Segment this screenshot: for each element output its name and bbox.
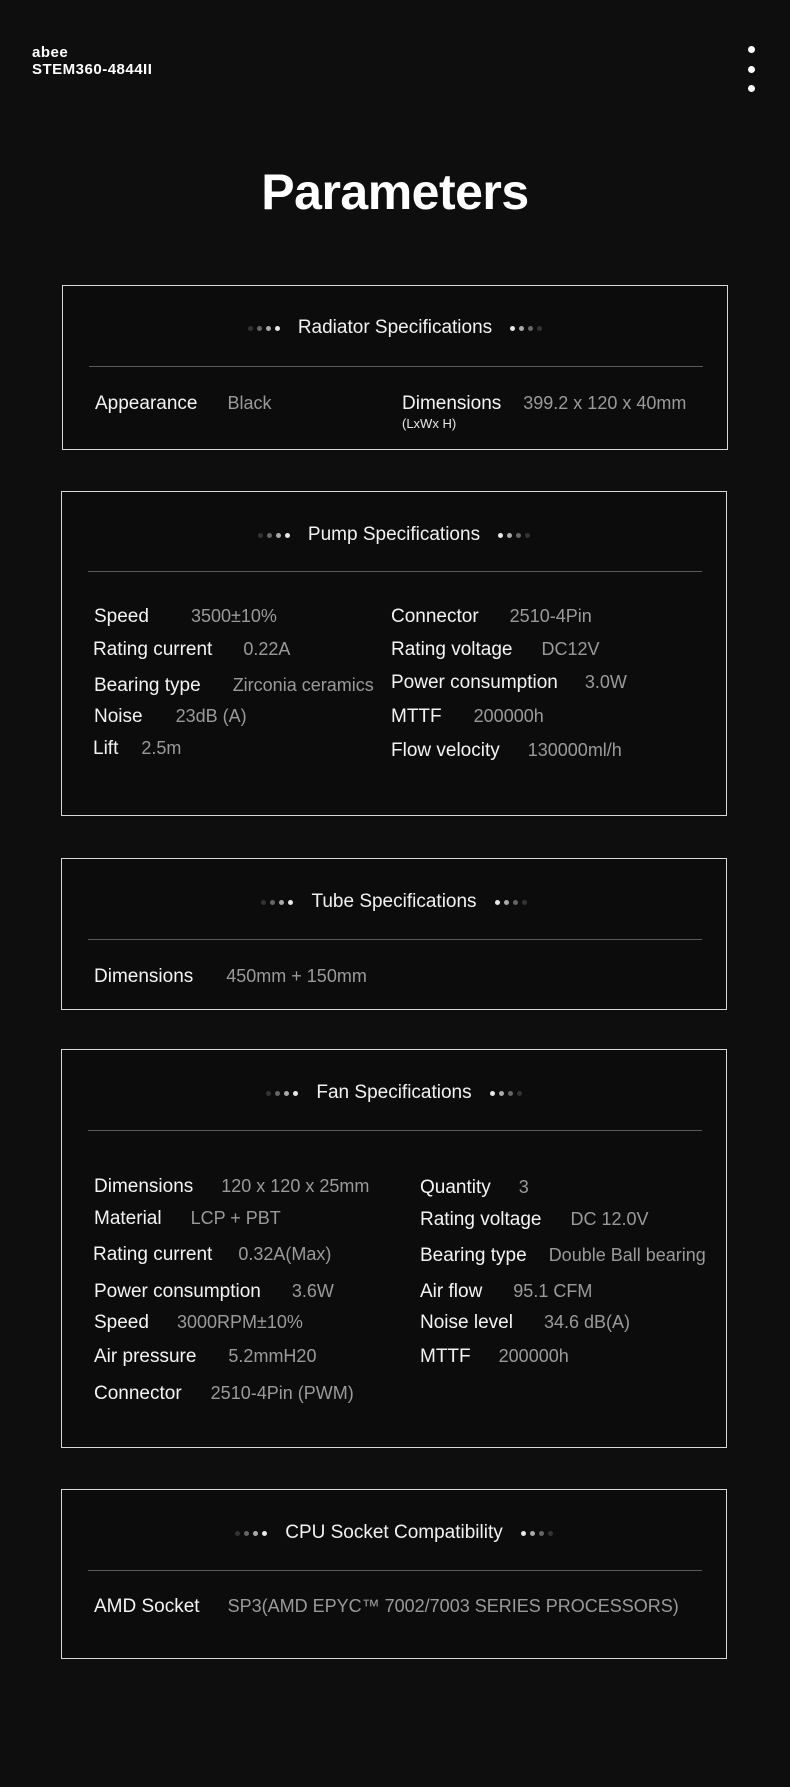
spec-item [93,1244,331,1266]
spec-value: DC 12.0V [570,1209,649,1229]
spec-item [94,1281,334,1303]
spec-label: Quantity [420,1177,491,1198]
dimensions-unit-note: (LxWx H) [402,416,457,431]
spec-label: Rating voltage [420,1209,542,1230]
spec-item [93,639,290,661]
spec-item [94,1383,354,1405]
spec-value: 200000h [473,706,544,726]
spec-value: 2.5m [141,738,182,758]
spec-label: MTTF [420,1346,471,1367]
dots-decoration-icon [521,1531,553,1536]
cpu-socket-compatibility-card [61,1489,727,1659]
divider [88,571,702,572]
spec-amd-socket: AMD Socket SP3(AMD EPYC™ 7002/7003 SERIES PROCESSORS) [94,1596,679,1617]
spec-label: Air flow [420,1281,483,1302]
spec-value: 0.22A [243,639,291,659]
dots-decoration-icon [490,1091,522,1096]
spec-label: Material [94,1208,162,1229]
spec-label: Rating current [93,639,213,660]
spec-item [94,1208,281,1230]
spec-value: 3 [518,1177,529,1197]
product-model: STEM360-4844II [32,61,153,78]
radiator-specifications-card [62,285,728,450]
spec-item [420,1312,630,1334]
fan-specifications-card [61,1049,727,1448]
card-title: Fan Specifications [316,1082,472,1103]
spec-value: 130000ml/h [527,740,622,760]
spec-appearance: Appearance Black [95,393,272,414]
spec-value: Double Ball bearing [548,1245,706,1265]
spec-label: Connector [391,606,479,627]
spec-label: Air pressure [94,1346,197,1367]
spec-value: 3500±10% [190,606,277,626]
spec-item [391,706,544,728]
dots-decoration-icon [261,900,293,905]
spec-value: 23dB (A) [175,706,247,726]
spec-label: Power consumption [391,672,558,693]
spec-item [391,672,627,694]
brand-logo[interactable] [32,44,152,78]
spec-item [94,1176,369,1198]
spec-value: 200000h [498,1346,569,1366]
spec-item [94,1312,303,1334]
card-title: CPU Socket Compatibility [285,1522,503,1543]
tube-specifications-card [61,858,727,1010]
divider [88,1130,702,1131]
spec-label: MTTF [391,706,442,727]
spec-value: 3.6W [291,1281,334,1301]
spec-item [94,606,277,628]
page-title: Parameters [261,164,529,220]
spec-item [420,1209,649,1231]
spec-item [94,675,374,697]
divider [88,939,702,940]
spec-label: Bearing type [420,1245,527,1266]
spec-item [420,1346,569,1368]
pump-specifications-card [61,491,727,816]
spec-value: LCP + PBT [190,1208,281,1228]
spec-label: Flow velocity [391,740,500,761]
spec-label: Noise level [420,1312,513,1333]
brand-name: abee [32,44,69,61]
spec-item [93,738,181,760]
spec-label: Dimensions [94,1176,194,1197]
spec-label: Speed [94,606,149,627]
spec-item [420,1177,529,1199]
spec-value: 34.6 dB(A) [543,1312,630,1332]
spec-label: Speed [94,1312,149,1333]
spec-item [420,1281,592,1303]
spec-value: 2510-4Pin (PWM) [210,1383,354,1403]
card-title: Radiator Specifications [297,317,493,338]
spec-item [420,1245,706,1267]
spec-label: Connector [94,1383,182,1404]
spec-label: Noise [94,706,143,727]
spec-item [391,639,600,661]
spec-value: 2510-4Pin [509,606,592,626]
dots-decoration-icon [266,1091,298,1096]
more-vertical-icon[interactable] [744,46,758,92]
spec-value: 3.0W [584,672,627,692]
spec-label: Bearing type [94,675,201,696]
dots-decoration-icon [248,326,280,331]
spec-item [94,706,247,728]
spec-value: DC12V [541,639,600,659]
divider [88,1570,702,1571]
divider [89,366,703,367]
spec-value: 3000RPM±10% [176,1312,303,1332]
dots-decoration-icon [510,326,542,331]
dots-decoration-icon [258,533,290,538]
card-title: Pump Specifications [307,524,481,545]
spec-item [94,1346,316,1368]
dots-decoration-icon [498,533,530,538]
dots-decoration-icon [235,1531,267,1536]
spec-value: Zirconia ceramics [232,675,374,695]
spec-value: 5.2mmH20 [228,1346,317,1366]
spec-value: 95.1 CFM [513,1281,593,1301]
spec-value: 120 x 120 x 25mm [221,1176,370,1196]
spec-label: Power consumption [94,1281,261,1302]
spec-label: Rating current [93,1244,213,1265]
spec-item [391,740,622,762]
spec-value: 0.32A(Max) [238,1244,332,1264]
spec-tube-dimensions: Dimensions 450mm + 150mm [94,966,367,987]
spec-dimensions: Dimensions 399.2 x 120 x 40mm [402,393,687,414]
spec-label: Rating voltage [391,639,513,660]
dots-decoration-icon [495,900,527,905]
card-title: Tube Specifications [311,891,477,912]
spec-label: Lift [93,738,119,759]
spec-item [391,606,592,628]
